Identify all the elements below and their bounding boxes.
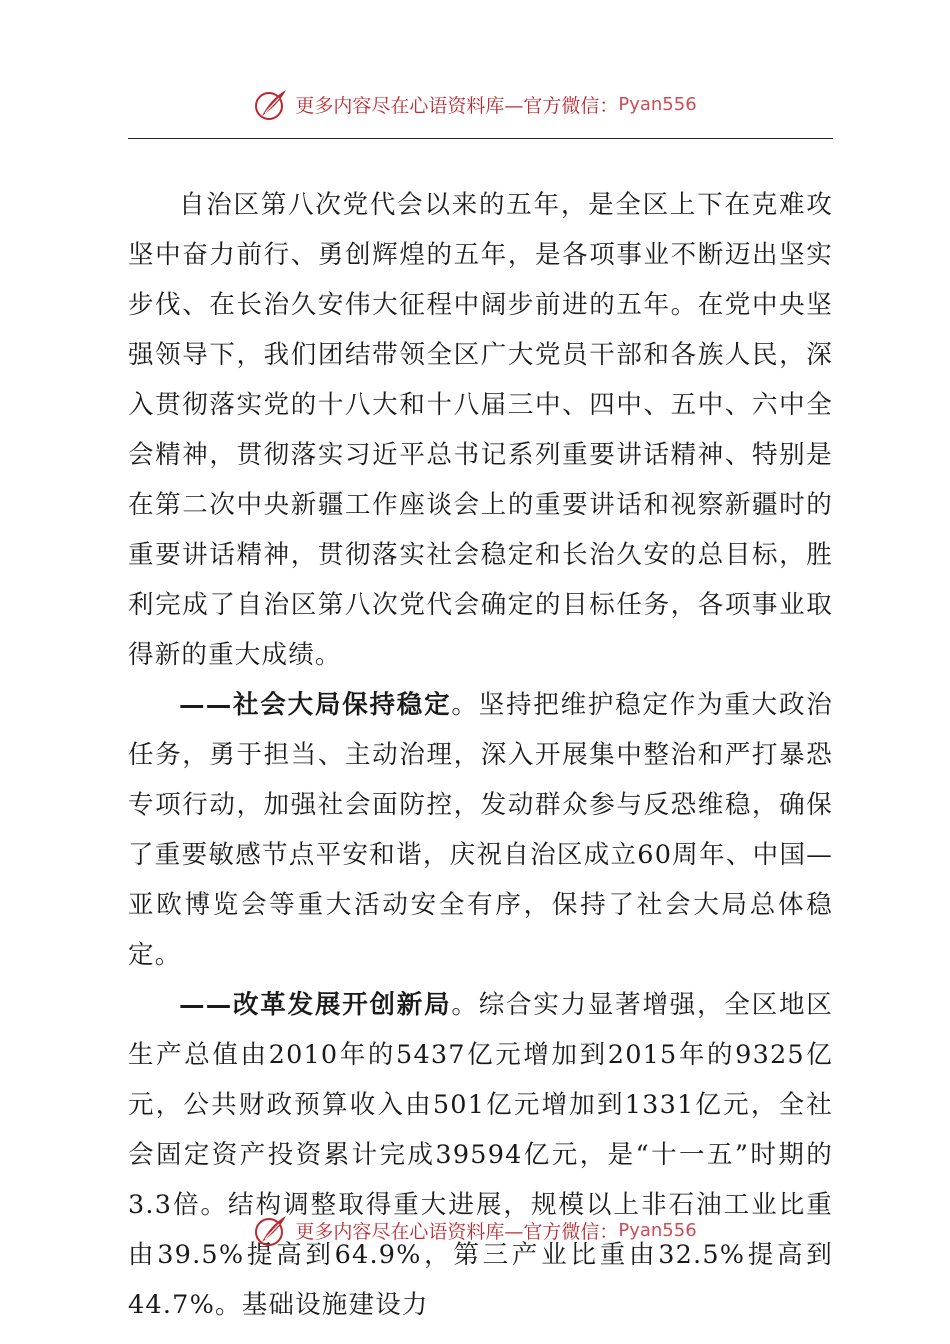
watermark-handle: Pyan556 (618, 93, 697, 115)
section-lead: ——改革发展开创新局 (179, 990, 452, 1020)
paragraph-intro (128, 180, 833, 680)
paragraph-text: 。综合实力显著增强，全区地区生产总值由2010年的5437亿元增加到2015年的9325亿元，公共财政预算收入由501亿元增加到1331亿元，全社会固定资产投资累计完成39594亿元，是“十一五”时期的3.3倍。结构调整取得重大进展，规模以上非石油工业比重由39.5%提高到64.9%，第三产业比重由32.5%提高到44.7%。基础设施建设力 (128, 990, 833, 1320)
feather-pen-logo-icon (253, 1212, 289, 1248)
paragraph-stability (128, 680, 833, 980)
header-divider (128, 138, 833, 139)
section-lead: ——社会大局保持稳定 (179, 690, 452, 720)
header-watermark (0, 82, 950, 126)
paragraph-text: 。坚持把维护稳定作为重大政治任务，勇于担当、主动治理，深入开展集中整治和严打暴恐专项行动，加强社会面防控，发动群众参与反恐维稳，确保了重要敏感节点平安和谐，庆祝自治区成立60周年、中国—亚欧博览会等重大活动安全有序，保持了社会大局总体稳定。 (128, 690, 833, 970)
watermark-handle: Pyan556 (618, 1219, 697, 1241)
paragraph-text: 自治区第八次党代会以来的五年，是全区上下在克难攻坚中奋力前行、勇创辉煌的五年，是各项事业不断迈出坚实步伐、在长治久安伟大征程中阔步前进的五年。在党中央坚强领导下，我们团结带领全区广大党员干部和各族人民，深入贯彻落实党的十八大和十八届三中、四中、五中、六中全会精神，贯彻落实习近平总书记系列重要讲话精神、特别是在第二次中央新疆工作座谈会上的重要讲话和视察新疆时的重要讲话精神，贯彻落实社会稳定和长治久安的总目标，胜利完成了自治区第八次党代会确定的目标任务，各项事业取得新的重大成绩。 (128, 190, 833, 670)
watermark-text: 更多内容尽在心语资料库—官方微信： (295, 94, 619, 117)
paragraph-reform (128, 980, 833, 1330)
footer-watermark (0, 1208, 950, 1252)
feather-pen-logo-icon (253, 86, 289, 122)
document-body (128, 180, 833, 1330)
watermark-text: 更多内容尽在心语资料库—官方微信： (295, 1220, 619, 1243)
